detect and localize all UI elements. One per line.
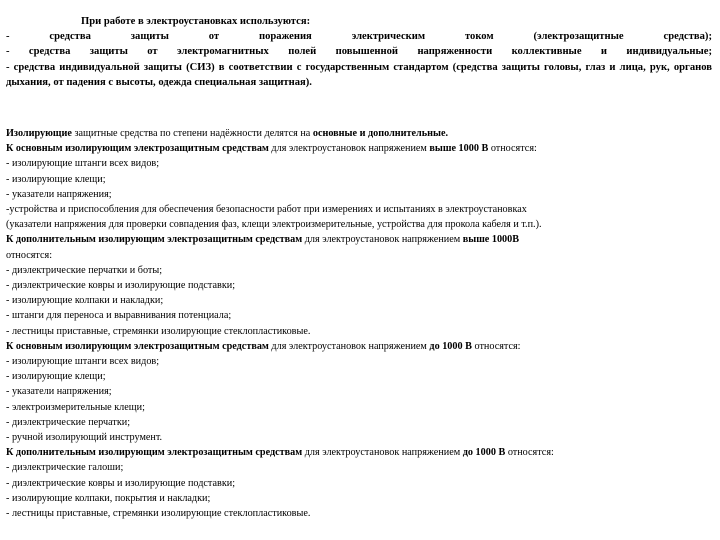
list-item: - изолирующие колпаки и накладки; (6, 295, 164, 307)
above-main-voltage: выше 1000 В (429, 143, 489, 155)
below-add-heading: К дополнительным изолирующим электрозащитным средствам (6, 447, 303, 459)
list-item: -устройства и приспособления для обеспечения безопасности работ при измерениях и испытаниях в электроустановках (6, 204, 527, 216)
list-item: - штанги для переноса и выравнивания потенциала; (6, 310, 232, 322)
above-add-voltage: выше 1000В (462, 234, 520, 246)
below-add-tail-end: относятся: (505, 447, 554, 459)
list-item: - диэлектрические перчатки; (6, 416, 131, 428)
above-main-tail: для электроустановок напряжением (268, 143, 430, 155)
list-item: - лестницы приставные, стремянки изолирующие стеклопластиковые. (6, 508, 311, 520)
below-main-heading: К основным изолирующим электрозащитным средствам (6, 340, 269, 352)
classification-highlight: основные и дополнительные. (312, 128, 449, 139)
intro-item-electric: - средства защиты от поражения электрическим током (электрозащитные средства); (6, 31, 712, 43)
above-add-heading: К дополнительным изолирующим электрозащитным средствам (6, 234, 303, 246)
below-main-heading-line (6, 339, 712, 354)
list-item: - диэлектрические галоши; (6, 462, 124, 474)
below-main-tail: для электроустановок напряжением (268, 340, 430, 352)
below-main-voltage: до 1000 В (429, 340, 472, 352)
main-section (6, 126, 712, 521)
list-item: - диэлектрические перчатки и боты; (6, 264, 163, 276)
list-item: - электроизмерительные клещи; (6, 401, 145, 413)
above-add-heading-line (6, 232, 712, 247)
classification-line (6, 126, 712, 141)
above-main-heading: К основным изолирующим электрозащитным средствам (6, 143, 269, 155)
intro-item-emf: - средства защиты от электромагнитных полей повышенной напряженности коллективные и индивидуальные; (6, 46, 712, 58)
list-item: - диэлектрические ковры и изолирующие подставки; (6, 477, 236, 489)
above-main-tail-end: относятся: (488, 143, 537, 155)
list-item: - изолирующие штанги всех видов; (6, 158, 160, 170)
below-add-voltage: до 1000 В (462, 447, 506, 459)
classification-text: защитные средства по степени надёжности делятся на (71, 128, 313, 139)
above-add-tail: для электроустановок напряжением (302, 234, 463, 246)
below-main-tail-end: относятся: (471, 340, 521, 352)
list-item: - указатели напряжения; (6, 386, 112, 398)
above-main-heading-line (6, 141, 712, 156)
list-item: - изолирующие колпаки, покрытия и накладки; (6, 492, 211, 504)
list-item: - ручной изолирующий инструмент. (6, 432, 163, 444)
list-item: - указатели напряжения; (6, 188, 112, 200)
list-item: - лестницы приставные, стремянки изолирующие стеклопластиковые. (6, 325, 311, 337)
above-add-tail-end: относятся: (6, 249, 53, 261)
intro-title: При работе в электроустановках используются: (81, 16, 311, 27)
below-add-tail: для электроустановок напряжением (302, 447, 463, 459)
list-item: - диэлектрические ковры и изолирующие подставки; (6, 280, 236, 292)
list-item: - изолирующие клещи; (6, 173, 106, 185)
below-add-heading-line (6, 445, 712, 460)
list-item: (указатели напряжения для проверки совпадения фаз, клещи электроизмерительные, устройства для прокола кабеля и т.п.). (6, 219, 542, 231)
intro-item-ppe: - средства индивидуальной защиты (СИЗ) в соответствии с государственным стандартом (средства защиты головы, глаз и лица, рук, органов дыхания, от падения с высоты, одежда специальная защитная). (6, 61, 712, 88)
classification-lead: Изолирующие (6, 128, 72, 139)
list-item: - изолирующие клещи; (6, 371, 106, 383)
intro-section (6, 14, 712, 90)
list-item: - изолирующие штанги всех видов; (6, 356, 160, 368)
